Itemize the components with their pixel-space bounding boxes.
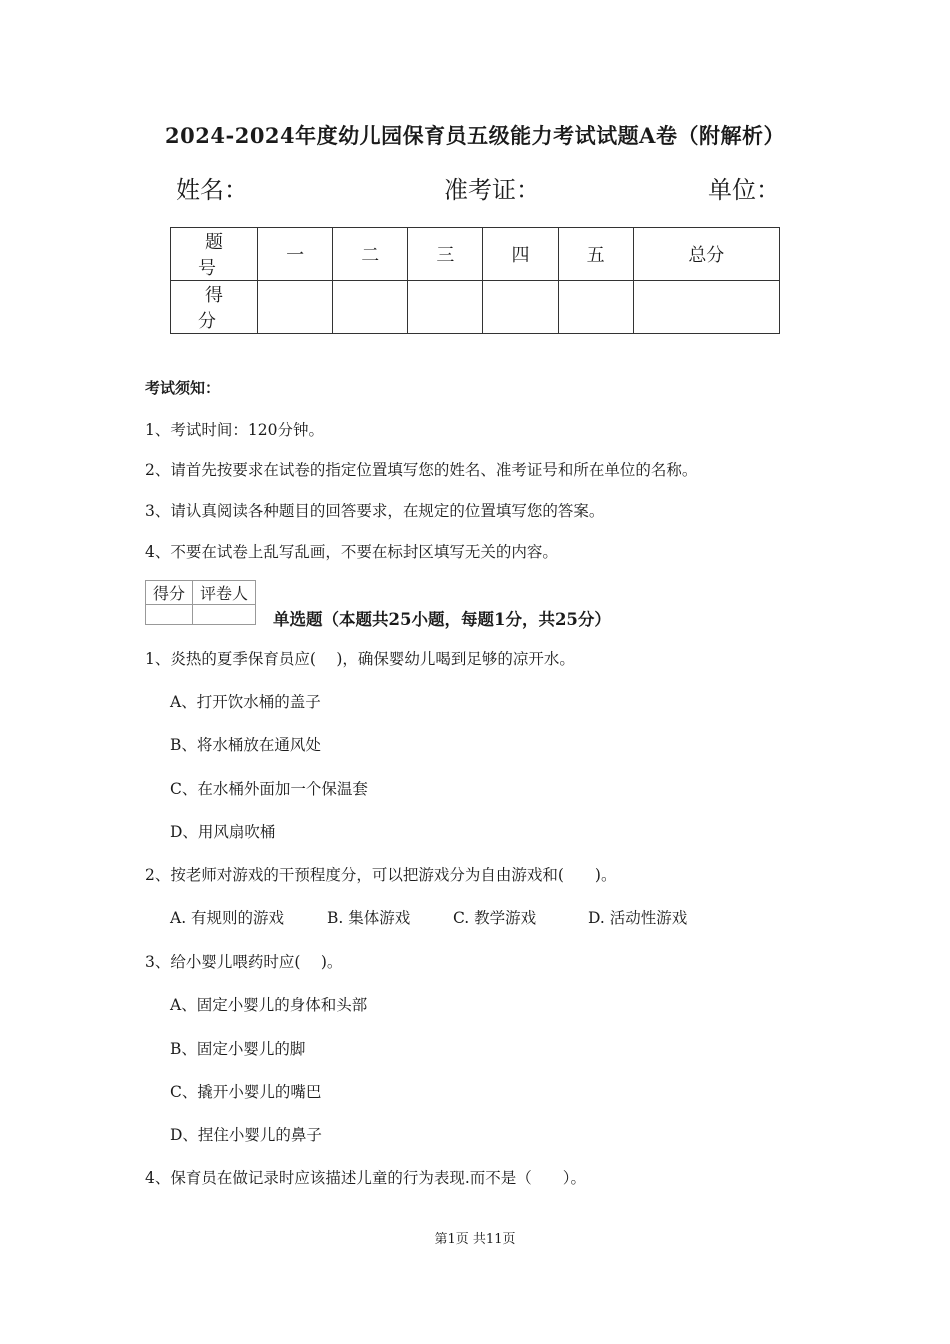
question-stem: 1、炎热的夏季保育员应( )，确保婴幼儿喝到足够的凉开水。 (145, 650, 575, 668)
score-cell[interactable] (633, 281, 779, 334)
score-cell[interactable] (408, 281, 483, 334)
score-table-header-cell: 四 (483, 228, 558, 281)
score-table-header-cell: 一 (258, 228, 333, 281)
score-table-header-cell: 总分 (633, 228, 779, 281)
page-title: 2024-2024年度幼儿园保育员五级能力考试试题A卷（附解析） (165, 123, 785, 148)
score-row-label: 得 分 (171, 281, 258, 334)
question-option: D、用风扇吹桶 (170, 823, 276, 841)
score-table-header-cell: 五 (558, 228, 633, 281)
score-table-header-cell: 二 (333, 228, 408, 281)
grader-score-label: 得分 (146, 581, 193, 605)
page-footer: 第1页 共11页 (434, 1232, 516, 1247)
notice-heading: 考试须知： (145, 379, 221, 397)
score-cell[interactable] (483, 281, 558, 334)
name-label: 姓名： (176, 176, 248, 204)
question-option: C、撬开小婴儿的嘴巴 (170, 1083, 322, 1101)
question-option: A. 有规则的游戏 (170, 909, 285, 927)
question-option: D、捏住小婴儿的鼻子 (170, 1126, 322, 1144)
notice-item: 4、不要在试卷上乱写乱画，不要在标封区填写无关的内容。 (145, 543, 558, 561)
question-stem: 3、给小婴儿喂药时应( )。 (145, 953, 343, 971)
notice-item: 1、考试时间：120分钟。 (145, 421, 324, 439)
grader-reviewer-cell[interactable] (193, 605, 256, 625)
notice-item: 2、请首先按要求在试卷的指定位置填写您的姓名、准考证号和所在单位的名称。 (145, 461, 698, 479)
question-option: C、在水桶外面加一个保温套 (170, 780, 368, 798)
question-option: D. 活动性游戏 (588, 909, 688, 927)
score-table-score-row (171, 281, 780, 334)
candidate-info (176, 170, 780, 204)
section-title: 单选题（本题共25小题，每题1分，共25分） (273, 610, 611, 629)
score-cell[interactable] (558, 281, 633, 334)
exam-number-label: 准考证： (444, 176, 540, 204)
score-table-header-cell: 题 号 (171, 228, 258, 281)
question-option: B. 集体游戏 (327, 909, 411, 927)
score-table-header-cell: 三 (408, 228, 483, 281)
grader-box (145, 580, 256, 625)
question-option: A、打开饮水桶的盖子 (170, 693, 321, 711)
score-table-header-row (171, 228, 780, 281)
score-cell[interactable] (333, 281, 408, 334)
score-table (170, 227, 780, 334)
question-stem: 2、按老师对游戏的干预程度分，可以把游戏分为自由游戏和( )。 (145, 866, 617, 884)
grader-reviewer-label: 评卷人 (193, 581, 256, 605)
question-stem: 4、保育员在做记录时应该描述儿童的行为表现.而不是（ ）。 (145, 1169, 587, 1187)
question-option: A、固定小婴儿的身体和头部 (170, 996, 368, 1014)
grader-score-cell[interactable] (146, 605, 193, 625)
unit-label: 单位： (708, 176, 780, 204)
notice-item: 3、请认真阅读各种题目的回答要求，在规定的位置填写您的答案。 (145, 502, 605, 520)
question-option: C. 教学游戏 (453, 909, 537, 927)
question-option: B、固定小婴儿的脚 (170, 1040, 306, 1058)
question-option: B、将水桶放在通风处 (170, 736, 321, 754)
